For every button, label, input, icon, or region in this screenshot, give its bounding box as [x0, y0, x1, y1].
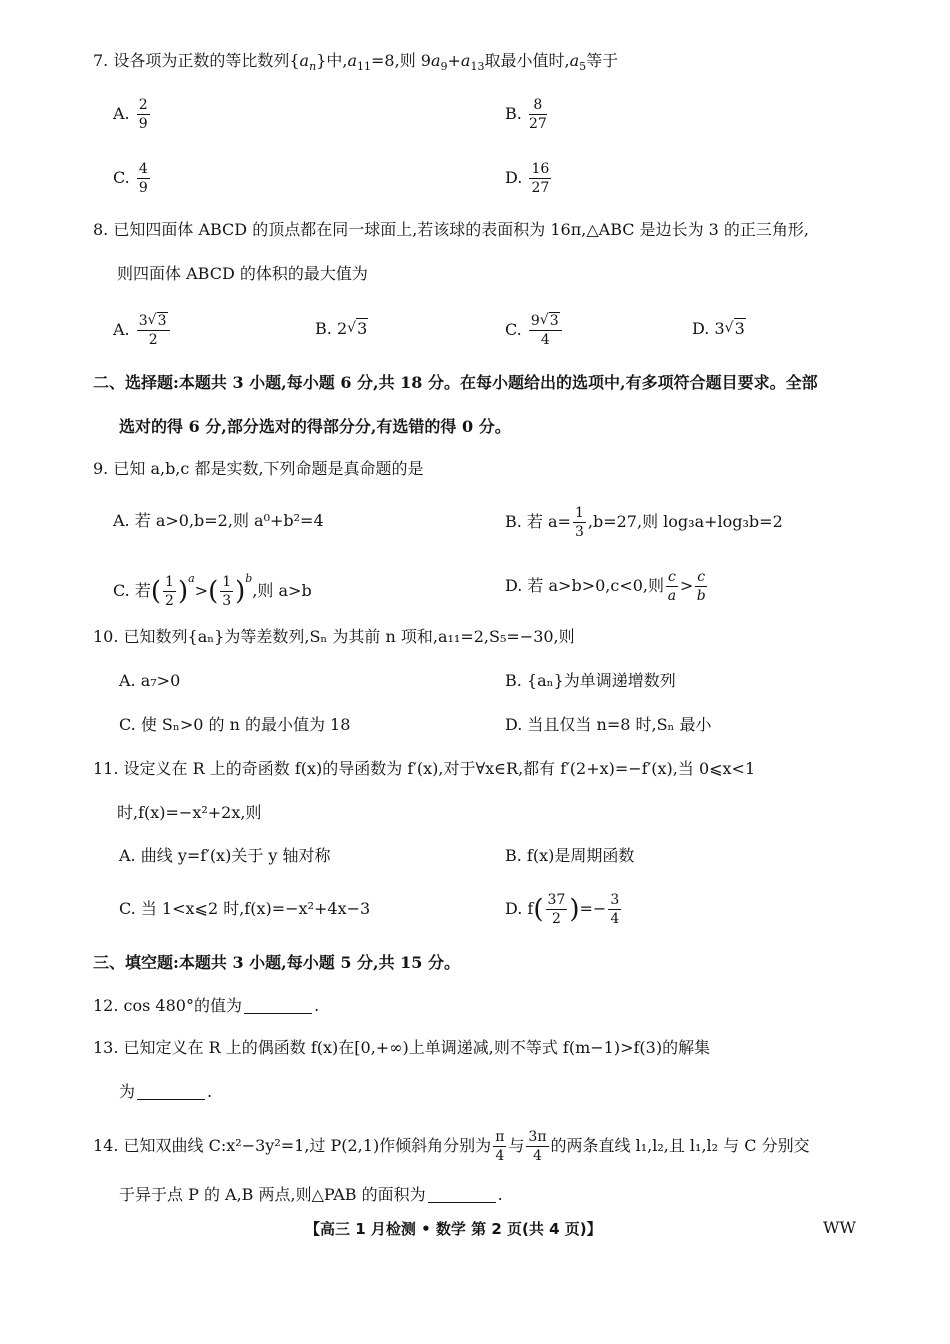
fraction: $\frac{1}{3}$ — [222, 574, 232, 609]
fraction: $\frac{c}{a}$ — [667, 569, 677, 604]
fraction: $\frac{2}{9}$ — [138, 97, 148, 132]
q10-option-c[interactable]: C. 使 Sₙ>0 的 n 的最小值为 18 — [119, 715, 351, 734]
fraction: $\frac{37}{2}$ — [547, 892, 566, 927]
fraction: $\frac{8}{27}$ — [528, 97, 547, 132]
q7-option-b[interactable]: B. $\frac{8}{27}$ — [505, 97, 547, 132]
question-9-stem: 9. 已知 a,b,c 都是实数,下列命题是真命题的是 — [93, 459, 424, 478]
q9-option-c[interactable]: C. 若( $\frac{1}{2}$ )$^a$>( $\frac{1}{3}$ )$^b$,则 a>b — [113, 572, 312, 609]
q8-option-c[interactable]: C. 9 √ 3 4 — [505, 314, 564, 347]
question-8-line-2: 则四面体 ABCD 的体积的最大值为 — [117, 264, 368, 283]
question-11-line-2: 时,f(x)=−x²+2x,则 — [117, 803, 262, 822]
answer-blank[interactable] — [428, 1202, 496, 1203]
answer-blank[interactable] — [137, 1099, 205, 1100]
q8-option-a[interactable]: A. 3 √ 3 2 — [113, 314, 172, 347]
fraction: 3 √ 3 2 — [137, 314, 170, 347]
footer-code: WW — [823, 1218, 856, 1237]
fraction: $\frac{3\pi}{4}$ — [528, 1129, 547, 1164]
q11-option-b[interactable]: B. f(x)是周期函数 — [505, 846, 635, 865]
answer-blank[interactable] — [244, 1013, 312, 1014]
fraction: 9 √ 3 4 — [529, 314, 562, 347]
section-3-heading: 三、填空题:本题共 3 小题,每小题 5 分,共 15 分。 — [93, 953, 461, 972]
q10-option-b[interactable]: B. {aₙ}为单调递增数列 — [505, 671, 676, 690]
question-14-line-1: 14. 已知双曲线 C:x²−3y²=1,过 P(2,1)作倾斜角分别为 $\frac{\pi}{4}$ 与 $\frac{3\pi}{4}$ 的两条直线 l₁,l₂,且 l₁,l₂ 与 C 分别交 — [93, 1129, 810, 1164]
section-2-heading-line-2: 选对的得 6 分,部分选对的得部分分,有选错的得 0 分。 — [119, 417, 511, 436]
q9-option-b[interactable]: B. 若 a= $\frac{1}{3}$ ,b=27,则 log₃a+log₃b=2 — [505, 505, 783, 540]
question-13-line-2: 为 . — [119, 1082, 213, 1101]
q8-option-d[interactable]: D. 3 √ 3 — [692, 319, 745, 338]
fraction: $\frac{4}{9}$ — [138, 161, 148, 196]
q10-option-d[interactable]: D. 当且仅当 n=8 时,Sₙ 最小 — [505, 715, 712, 734]
q9-option-a[interactable]: A. 若 a>0,b=2,则 a⁰+b²=4 — [113, 511, 324, 530]
question-10-stem: 10. 已知数列{aₙ}为等差数列,Sₙ 为其前 n 项和,a₁₁=2,S₅=−30,则 — [93, 627, 575, 646]
fraction: $\frac{c}{b}$ — [696, 569, 706, 604]
q11-option-d[interactable]: D. f( $\frac{37}{2}$ )=− $\frac{3}{4}$ — [505, 892, 620, 927]
q10-option-a[interactable]: A. a₇>0 — [119, 671, 181, 690]
q7-option-c[interactable]: C. $\frac{4}{9}$ — [113, 161, 148, 196]
question-13-line-1: 13. 已知定义在 R 上的偶函数 f(x)在[0,+∞)上单调递减,则不等式 f(m−1)>f(3)的解集 — [93, 1038, 711, 1057]
fraction: $\frac{\pi}{4}$ — [495, 1129, 505, 1164]
q8-option-b[interactable]: B. 2 √ 3 — [315, 319, 368, 338]
question-12: 12. cos 480°的值为 . — [93, 996, 320, 1015]
fraction: $\frac{1}{3}$ — [574, 505, 584, 540]
page-footer — [0, 1218, 950, 1240]
footer-title: 【高三 1 月检测 • 数学 第 2 页(共 4 页)】 — [305, 1220, 602, 1238]
fraction: $\frac{1}{2}$ — [165, 574, 174, 609]
q7-option-d[interactable]: D. $\frac{16}{27}$ — [505, 161, 550, 196]
question-11-line-1: 11. 设定义在 R 上的奇函数 f(x)的导函数为 f′(x),对于∀x∈R,都有 f′(2+x)=−f′(x),当 0⩽x<1 — [93, 759, 756, 778]
q7-option-a[interactable]: A. $\frac{2}{9}$ — [113, 97, 148, 132]
section-2-heading: 二、选择题:本题共 3 小题,每小题 6 分,共 18 分。在每小题给出的选项中,有多项符合题目要求。全部 — [93, 373, 818, 392]
q11-option-a[interactable]: A. 曲线 y=f′(x)关于 y 轴对称 — [119, 846, 331, 865]
q9-option-d[interactable]: D. 若 a>b>0,c<0,则 $\frac{c}{a}$ > $\frac{c}{b}$ — [505, 569, 706, 604]
question-8-line-1: 8. 已知四面体 ABCD 的顶点都在同一球面上,若该球的表面积为 16π,△ABC 是边长为 3 的正三角形, — [93, 220, 810, 239]
question-7-stem: 7. 设各项为正数的等比数列$\{a_n\}$中$,a_{11}=8$,则 $9a_9+a_{13}$取最小值时$,a_5$等于 — [93, 51, 619, 74]
q11-option-c[interactable]: C. 当 1<x⩽2 时,f(x)=−x²+4x−3 — [119, 899, 371, 918]
question-14-line-2: 于异于点 P 的 A,B 两点,则△PAB 的面积为 . — [119, 1185, 503, 1204]
fraction: $\frac{16}{27}$ — [531, 161, 550, 196]
fraction: $\frac{3}{4}$ — [610, 892, 620, 927]
